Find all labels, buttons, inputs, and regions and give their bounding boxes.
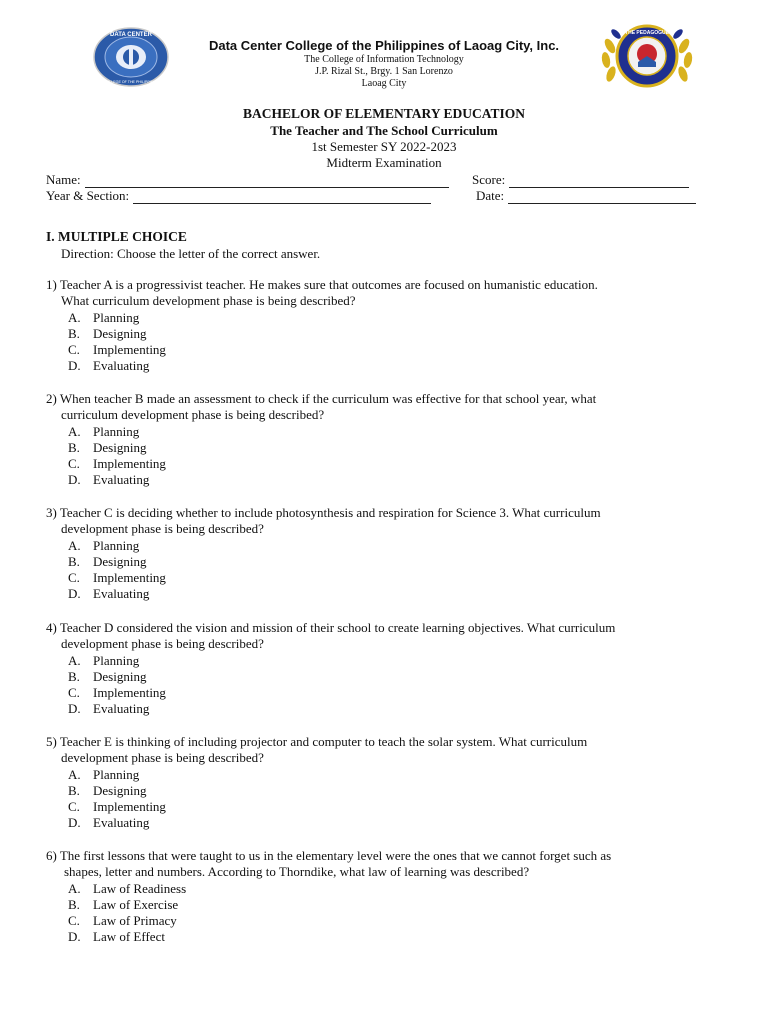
option-text: Designing <box>93 439 147 455</box>
option-text: Designing <box>93 668 147 684</box>
option-a[interactable] <box>46 653 726 669</box>
option-letter: B. <box>68 553 80 569</box>
option-text: Implementing <box>93 685 166 701</box>
year-section-label: Year & Section: <box>46 188 130 203</box>
option-text: Evaluating <box>93 358 150 374</box>
question-text: 3) Teacher C is deciding whether to include photosynthesis and respiration for Science 3. What curriculum <box>46 505 601 520</box>
question-text: 1) Teacher A is a progressivist teacher. He makes sure that outcomes are focused on humanistic education. <box>46 277 598 292</box>
year-section-blank[interactable] <box>133 192 431 204</box>
option-text: Implementing <box>93 570 166 586</box>
score-blank[interactable] <box>509 176 689 188</box>
option-letter: B. <box>68 325 80 341</box>
option-letter: C. <box>68 570 80 586</box>
question-6 <box>46 848 726 946</box>
option-letter: A. <box>68 309 81 325</box>
option-letter: D. <box>68 701 81 717</box>
option-letter: D. <box>68 472 81 488</box>
question-text-cont: What curriculum development phase is being described? <box>61 293 356 309</box>
option-b[interactable] <box>46 783 726 799</box>
option-text: Law of Exercise <box>93 896 179 912</box>
question-4 <box>46 620 726 718</box>
option-c[interactable] <box>46 570 726 586</box>
question-text-cont: development phase is being described? <box>61 636 264 652</box>
option-d[interactable] <box>46 586 726 602</box>
option-c[interactable] <box>46 456 726 472</box>
option-letter: D. <box>68 815 81 831</box>
score-field[interactable] <box>472 172 689 188</box>
college-name: The College of Information Technology <box>304 54 464 65</box>
option-c[interactable] <box>46 685 726 701</box>
option-letter: A. <box>68 880 81 896</box>
question-2 <box>46 391 726 489</box>
option-c[interactable] <box>46 342 726 358</box>
option-letter: B. <box>68 439 80 455</box>
option-text: Designing <box>93 782 147 798</box>
option-d[interactable] <box>46 472 726 488</box>
logo-ring-text-bottom: COLLEGE OF THE PHILIPPINES <box>103 80 159 84</box>
logo-ring-text: THE PEDAGOGUE <box>625 30 669 36</box>
option-text: Evaluating <box>93 586 150 602</box>
direction-text: Direction: Choose the letter of the correct answer. <box>61 246 321 261</box>
school-name: Data Center College of the Philippines of Laoag City, Inc. <box>208 38 560 53</box>
school-city: Laoag City <box>361 78 407 89</box>
option-text: Law of Primacy <box>93 913 177 929</box>
option-text: Evaluating <box>93 701 150 717</box>
section-title: I. MULTIPLE CHOICE <box>46 229 187 244</box>
option-text: Planning <box>93 652 140 668</box>
course-title: The Teacher and The School Curriculum <box>270 123 498 138</box>
option-letter: A. <box>68 766 81 782</box>
date-label: Date: <box>476 188 505 203</box>
option-letter: A. <box>68 537 81 553</box>
option-letter: C. <box>68 456 80 472</box>
question-5 <box>46 734 726 832</box>
option-d[interactable] <box>46 929 726 945</box>
date-field[interactable] <box>476 188 696 204</box>
option-a[interactable] <box>46 424 726 440</box>
option-d[interactable] <box>46 358 726 374</box>
question-1 <box>46 277 726 375</box>
question-text-cont: development phase is being described? <box>61 750 264 766</box>
option-text: Planning <box>93 766 140 782</box>
option-letter: C. <box>68 913 80 929</box>
question-text-cont: curriculum development phase is being described? <box>61 407 325 423</box>
question-text-cont: development phase is being described? <box>61 521 264 537</box>
option-text: Planning <box>93 423 140 439</box>
name-blank[interactable] <box>85 176 449 188</box>
option-letter: D. <box>68 586 81 602</box>
score-label: Score: <box>472 172 506 187</box>
option-a[interactable] <box>46 538 726 554</box>
option-c[interactable] <box>46 799 726 815</box>
option-text: Designing <box>93 553 147 569</box>
school-address: J.P. Rizal St., Brgy. 1 San Lorenzo <box>315 66 453 77</box>
option-d[interactable] <box>46 815 726 831</box>
option-b[interactable] <box>46 440 726 456</box>
option-a[interactable] <box>46 310 726 326</box>
question-3 <box>46 505 726 603</box>
name-field[interactable] <box>46 172 449 188</box>
question-text-cont: shapes, letter and numbers. According to Thorndike, what law of learning was described? <box>64 864 530 880</box>
exam-type: Midterm Examination <box>326 155 442 170</box>
option-a[interactable] <box>46 767 726 783</box>
option-letter: B. <box>68 668 80 684</box>
option-text: Evaluating <box>93 472 150 488</box>
option-text: Designing <box>93 325 147 341</box>
option-b[interactable] <box>46 669 726 685</box>
option-text: Law of Readiness <box>93 880 187 896</box>
option-letter: C. <box>68 685 80 701</box>
option-letter: A. <box>68 652 81 668</box>
question-text: 6) The first lessons that were taught to us in the elementary level were the ones that we cannot forget such as <box>46 848 612 863</box>
question-text: 2) When teacher B made an assessment to check if the curriculum was effective for that school year, what <box>46 391 597 406</box>
option-a[interactable] <box>46 881 726 897</box>
question-text: 4) Teacher D considered the vision and mission of their school to create learning objectives. What curriculum <box>46 620 616 635</box>
option-letter: D. <box>68 929 81 945</box>
option-text: Planning <box>93 309 140 325</box>
question-text: 5) Teacher E is thinking of including projector and computer to teach the solar system. What curriculum <box>46 734 588 749</box>
year-section-field[interactable] <box>46 188 431 204</box>
option-b[interactable] <box>46 326 726 342</box>
date-blank[interactable] <box>508 192 696 204</box>
program-title: BACHELOR OF ELEMENTARY EDUCATION <box>243 106 525 121</box>
option-letter: C. <box>68 342 80 358</box>
option-letter: B. <box>68 782 80 798</box>
semester-label: 1st Semester SY 2022-2023 <box>311 139 457 154</box>
option-text: Planning <box>93 537 140 553</box>
option-text: Implementing <box>93 456 166 472</box>
option-b[interactable] <box>46 554 726 570</box>
option-text: Law of Effect <box>93 929 165 945</box>
option-letter: D. <box>68 358 81 374</box>
name-label: Name: <box>46 172 81 187</box>
option-letter: A. <box>68 423 81 439</box>
option-c[interactable] <box>46 913 726 929</box>
option-text: Implementing <box>93 342 166 358</box>
option-text: Implementing <box>93 799 166 815</box>
option-b[interactable] <box>46 897 726 913</box>
option-text: Evaluating <box>93 815 150 831</box>
option-d[interactable] <box>46 701 726 717</box>
option-letter: B. <box>68 896 80 912</box>
logo-ring-text-top: DATA CENTER <box>110 32 152 38</box>
option-letter: C. <box>68 799 80 815</box>
